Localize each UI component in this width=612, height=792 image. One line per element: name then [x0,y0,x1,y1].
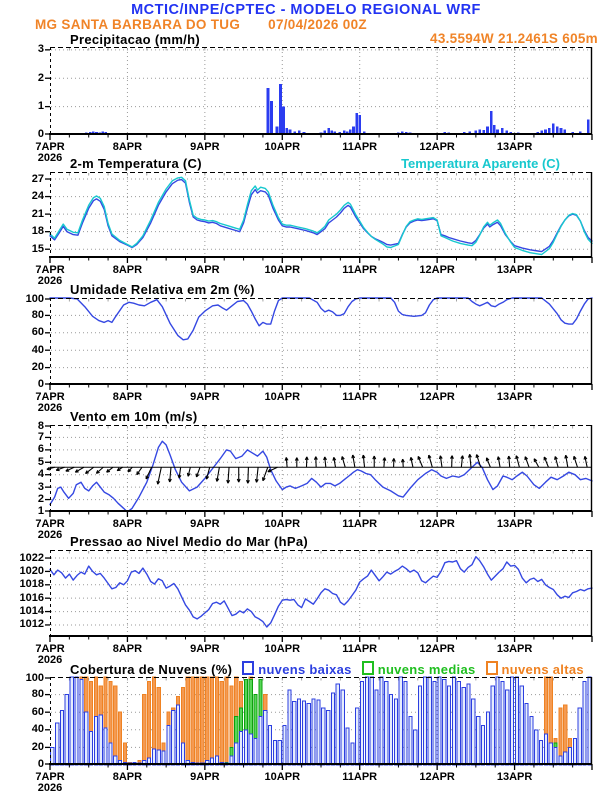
wind-xtick-7APR: 7APR [35,518,65,530]
temp-ytick-15: 15 [31,242,44,255]
clouds-xtick-year: 2026 [37,782,63,792]
run-datetime: 07/04/2026 00Z [268,17,367,32]
precip-xtick-7APR: 7APR [35,141,65,153]
temp-xtick-13APR: 13APR [496,264,533,276]
pressure-xtick-13APR: 13APR [496,643,533,655]
wind-ytick-8: 8 [37,419,44,432]
humidity-xtick-12APR: 12APR [419,391,455,403]
humidity-ytick-40: 40 [31,343,44,356]
precip-xtick-12APR: 12APR [419,141,455,153]
temp-xtick-11APR: 11APR [342,264,378,276]
precip-ytick-0: 0 [37,127,44,140]
clouds-ytick-40: 40 [31,723,44,736]
pressure-xtick-7APR: 7APR [35,643,65,655]
precip-xtick-8APR: 8APR [112,141,143,153]
legend-label-altas: nuvens altas [501,662,584,677]
temp-ytick-21: 21 [31,207,44,220]
wind-ytick-6: 6 [37,443,44,456]
clouds-ytick-100: 100 [25,671,44,684]
wind-xtick-10APR: 10APR [264,518,301,530]
precip-ytick-2: 2 [37,71,44,84]
wind-ytick-3: 3 [37,480,44,493]
precip-xtick-year: 2026 [37,152,63,164]
clouds-xtick-9APR: 9APR [190,771,220,783]
temp-xtick-year: 2026 [37,275,63,287]
pressure-ytick-1012: 1012 [19,618,44,631]
pressure-xtick-8APR: 8APR [112,643,143,655]
pressure-xtick-year: 2026 [37,654,63,666]
panel-temp [0,172,612,294]
clouds-ytick-60: 60 [31,705,44,718]
precip-xtick-11APR: 11APR [342,141,378,153]
precip-ytick-1: 1 [37,100,44,113]
pressure-ytick-1022: 1022 [19,551,44,564]
pressure-xtick-11APR: 11APR [342,643,378,655]
panel-wind [0,419,612,548]
clouds-xtick-11APR: 11APR [342,771,378,783]
clouds-ytick-20: 20 [31,740,44,753]
pressure-xtick-9APR: 9APR [190,643,220,655]
station-name: MG SANTA BARBARA DO TUG [35,17,241,32]
pressure-ytick-1020: 1020 [19,564,44,577]
temp-xtick-7APR: 7APR [35,264,65,276]
precip-xtick-10APR: 10APR [264,141,301,153]
humidity-xtick-13APR: 13APR [496,391,533,403]
precip-xtick-13APR: 13APR [496,141,533,153]
clouds-title-text: Cobertura de Nuvens (%) [70,662,233,677]
humidity-ytick-80: 80 [31,308,44,321]
humidity-xtick-8APR: 8APR [112,391,143,403]
clouds-plot [0,677,612,773]
pressure-plot [0,550,612,645]
wind-xtick-year: 2026 [37,529,63,541]
panel-clouds [0,671,612,792]
station-line [35,17,367,32]
clouds-ytick-0: 0 [37,757,44,770]
temp-xtick-8APR: 8APR [112,264,143,276]
temp-xtick-10APR: 10APR [264,264,301,276]
humidity-ytick-0: 0 [37,377,44,390]
panel-title-wind: Vento em 10m (m/s) [70,409,198,424]
wind-ytick-5: 5 [37,455,44,468]
humidity-xtick-9APR: 9APR [190,391,220,403]
humidity-plot [0,298,612,393]
pressure-ytick-1014: 1014 [19,605,44,618]
pressure-ytick-1018: 1018 [19,578,44,591]
temp-xtick-12APR: 12APR [419,264,455,276]
wind-ytick-2: 2 [37,493,44,506]
clouds-xtick-7APR: 7APR [35,771,65,783]
clouds-xtick-8APR: 8APR [112,771,143,783]
humidity-ytick-100: 100 [25,292,44,305]
pressure-ytick-1016: 1016 [19,591,44,604]
panel-pressure [0,550,612,673]
station-coordinates: 43.5594W 21.2461S 605m [430,31,598,46]
humidity-xtick-10APR: 10APR [264,391,301,403]
temp-xtick-9APR: 9APR [190,264,220,276]
precip-xtick-9APR: 9APR [190,141,220,153]
humidity-ytick-20: 20 [31,361,44,374]
panel-title-precipitation: Precipitacao (mm/h) [70,32,200,47]
panel-title-apparent-temperature: Temperatura Aparente (C) [401,156,560,171]
legend-label-medias: nuvens medias [377,662,476,677]
precip-plot [0,47,612,143]
temp-ytick-18: 18 [31,225,44,238]
clouds-xtick-12APR: 12APR [419,771,455,783]
temp-ytick-24: 24 [31,190,44,203]
panel-title-pressure: Pressao ao Nivel Medio do Mar (hPa) [70,534,309,549]
wind-xtick-11APR: 11APR [342,518,378,530]
wind-ytick-7: 7 [37,430,44,443]
wind-xtick-9APR: 9APR [190,518,220,530]
temp-plot [0,172,612,266]
page-title: MCTIC/INPE/CPTEC - MODELO REGIONAL WRF [131,2,481,18]
wind-plot [0,425,612,520]
humidity-xtick-11APR: 11APR [342,391,378,403]
wind-xtick-8APR: 8APR [112,518,143,530]
temp-ytick-27: 27 [31,172,44,185]
pressure-xtick-10APR: 10APR [264,643,301,655]
panel-humidity [0,292,612,421]
humidity-ytick-60: 60 [31,326,44,339]
panel-precip [0,43,612,171]
clouds-xtick-10APR: 10APR [264,771,301,783]
clouds-xtick-13APR: 13APR [496,771,533,783]
humidity-xtick-7APR: 7APR [35,391,65,403]
wind-xtick-13APR: 13APR [496,518,533,530]
panel-title-humidity: Umidade Relativa em 2m (%) [70,282,255,297]
panel-title-temperature: 2-m Temperatura (C) [70,156,202,171]
clouds-ytick-80: 80 [31,688,44,701]
wind-ytick-1: 1 [37,504,44,517]
humidity-xtick-year: 2026 [37,402,63,414]
wind-ytick-4: 4 [37,468,44,481]
pressure-xtick-12APR: 12APR [419,643,455,655]
wind-xtick-12APR: 12APR [419,518,455,530]
legend-label-baixas: nuvens baixas [258,662,352,677]
precip-ytick-3: 3 [37,43,44,56]
